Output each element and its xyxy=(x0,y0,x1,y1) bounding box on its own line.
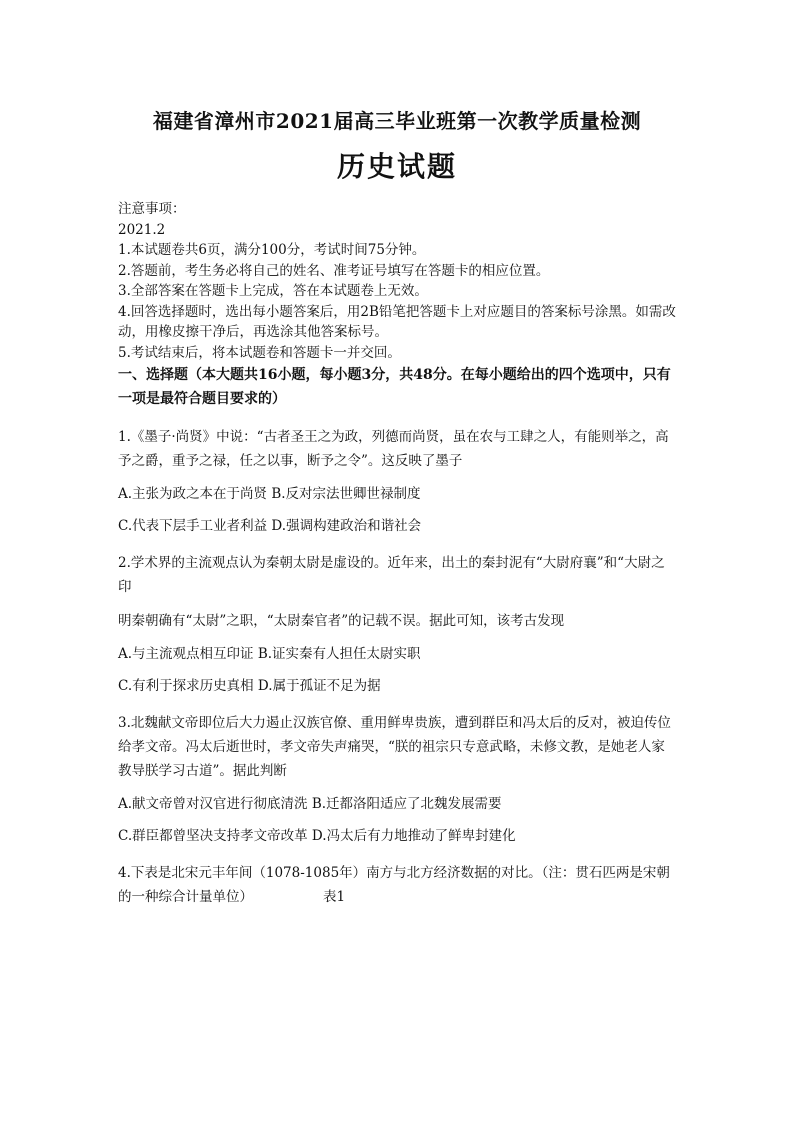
notice-item-4: 4.回答选择题时，选出每小题答案后，用2B铅笔把答题卡上对应题目的答案标号涂黑。如需改动，用橡皮擦干净后，再选涂其他答案标号。 xyxy=(118,303,676,340)
question-2-options-ab: A.与主流观点相互印证 B.证实秦有人担任太尉实职 xyxy=(118,646,421,662)
question-2-stem: 2.学术界的主流观点认为秦朝太尉是虚设的。近年来，出土的秦封泥有“大尉府襄”和“大尉之印 xyxy=(118,555,665,595)
question-3-options-cd: C.群臣都曾坚决支持孝文帝改革 D.冯太后有力地推动了鲜卑封建化 xyxy=(118,828,516,844)
exam-title: 福建省漳州市2021届高三毕业班第一次教学质量检测 xyxy=(152,109,642,133)
notice-date: 2021.2 xyxy=(118,221,166,238)
question-3-options-ab: A.献文帝曾对汉官进行彻底清洗 B.迁都洛阳适应了北魏发展需要 xyxy=(118,796,502,812)
notice-label: 注意事项： xyxy=(118,201,186,217)
question-2-options-cd: C.有利于探求历史真相 D.属于孤证不足为据 xyxy=(118,678,381,694)
question-4-stem-text: 4.下表是北宋元丰年间（1078-1085年）南方与北方经济数据的对比。（注：贯石匹两是宋朝的一种综合计量单位） xyxy=(118,865,670,905)
notice-item-5: 5.考试结束后，将本试题卷和答题卡一并交回。 xyxy=(118,344,401,361)
notice-item-1: 1.本试题卷共6页，满分100分，考试时间75分钟。 xyxy=(118,242,426,258)
exam-content xyxy=(118,199,678,909)
section-title-choice: 一、选择题（本大题共16小题，每小题3分，共48分。在每小题给出的四个选项中，只有一项是最符合题目要求的） xyxy=(118,367,671,407)
notice-item-2: 2.答题前，考生务必将自己的姓名、准考证号填写在答题卡的相应位置。 xyxy=(118,262,550,279)
subject-title: 历史试题 xyxy=(336,150,457,183)
table-label: 表1 xyxy=(323,889,346,905)
question-3-stem: 3.北魏献文帝即位后大力遏止汉族官僚、重用鲜卑贵族，遭到群臣和冯太后的反对，被迫传位给孝文帝。冯太后逝世时，孝文帝失声痛哭，“朕的祖宗只专意武略，未修文教，是她老人家教导朕学习古道”。据此判断 xyxy=(118,715,671,779)
notice-section xyxy=(118,199,678,363)
question-1-options-cd: C.代表下层手工业者利益 D.强调构建政治和谐社会 xyxy=(118,518,422,534)
question-2-stem-continued: 明秦朝确有“太尉”之职，“太尉秦官者”的记载不误。据此可知，该考古发现 xyxy=(118,613,565,629)
question-1-stem: 1.《墨子·尚贤》中说：“古者圣王之为政，列德而尚贤，虽在农与工肆之人，有能则举之，高予之爵，重予之禄，任之以事，断予之令”。这反映了墨子 xyxy=(118,429,669,469)
notice-item-3: 3.全部答案在答题卡上完成，答在本试题卷上无效。 xyxy=(118,283,428,299)
question-1-options-ab: A.主张为政之本在于尚贤 B.反对宗法世卿世禄制度 xyxy=(118,486,421,502)
question-4-stem xyxy=(118,861,678,909)
